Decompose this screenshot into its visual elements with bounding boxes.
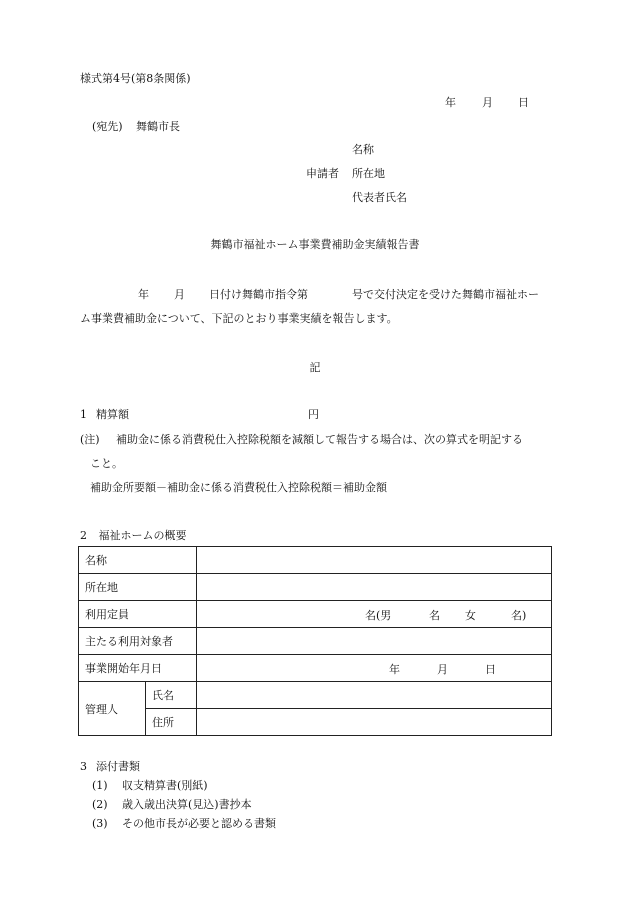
- applicant-name-label: 名称: [352, 143, 374, 156]
- capacity-end-unit: 名): [511, 609, 527, 622]
- body-rest-line1: 号で交付決定を受けた舞鶴市福祉ホー: [352, 288, 539, 301]
- row-label-manager-address: 住所: [146, 709, 197, 736]
- row-value-name: [197, 547, 552, 574]
- applicant-label: 申請者: [306, 167, 339, 180]
- note-text-2: こと。: [90, 457, 123, 470]
- table-row: [79, 601, 552, 628]
- section-1-number: 1: [80, 408, 87, 421]
- row-label-name: 名称: [79, 547, 197, 574]
- attachment-text: 歳入歳出決算(見込)書抄本: [122, 798, 252, 811]
- note-prefix: (注): [80, 433, 100, 446]
- formula: 補助金所要額－補助金に係る消費税仕入控除税額＝補助金額: [90, 481, 387, 494]
- body-dated: 日付け舞鶴市指令第: [209, 288, 308, 301]
- row-value-capacity: [197, 601, 552, 628]
- section-2-number: 2: [80, 529, 87, 542]
- date-month: 月: [482, 96, 493, 109]
- overview-table: [78, 546, 552, 736]
- row-value-start-date: [197, 655, 552, 682]
- table-row: [79, 682, 552, 709]
- capacity-male-unit: 名: [429, 609, 440, 622]
- row-label-capacity: 利用定員: [79, 601, 197, 628]
- row-label-start-date: 事業開始年月日: [79, 655, 197, 682]
- table-row: [79, 655, 552, 682]
- body-month: 月: [174, 288, 185, 301]
- row-label-manager: 管理人: [79, 682, 146, 736]
- applicant-address-label: 所在地: [352, 167, 385, 180]
- attachment-text: 収支精算書(別紙): [122, 779, 208, 792]
- table-row: [79, 709, 552, 736]
- section-2-heading: [80, 529, 187, 543]
- date-year: 年: [445, 96, 456, 109]
- section-1-unit: 円: [308, 408, 319, 421]
- row-value-manager-address: [197, 709, 552, 736]
- date-day: 日: [518, 96, 529, 109]
- section-2-label: 福祉ホームの概要: [98, 529, 187, 542]
- table-row: [79, 628, 552, 655]
- start-year-unit: 年: [389, 663, 400, 676]
- section-3-label: 添付書類: [96, 760, 140, 773]
- body-line2: ム事業費補助金について、下記のとおり事業実績を報告します。: [80, 312, 398, 325]
- row-label-address: 所在地: [79, 574, 197, 601]
- row-value-manager-name: [197, 682, 552, 709]
- form-number: 様式第4号(第8条関係): [80, 72, 191, 85]
- capacity-female-label: 女: [465, 609, 476, 622]
- addressee-prefix: (宛先): [92, 120, 123, 133]
- note-text: 補助金に係る消費税仕入控除税額を減額して報告する場合は、次の算式を明記する: [116, 433, 523, 446]
- start-month-unit: 月: [437, 663, 448, 676]
- start-day-unit: 日: [485, 663, 496, 676]
- row-label-target: 主たる利用対象者: [79, 628, 197, 655]
- capacity-total-unit: 名(男: [365, 609, 392, 622]
- row-value-target: [197, 628, 552, 655]
- section-1-label: 精算額: [96, 408, 129, 421]
- applicant-rep-label: 代表者氏名: [352, 191, 407, 204]
- section-3-number: 3: [80, 760, 87, 773]
- attachment-no: (3): [92, 817, 108, 830]
- attachment-no: (2): [92, 798, 108, 811]
- table-row: [79, 547, 552, 574]
- body-year: 年: [138, 288, 149, 301]
- document-title: 舞鶴市福祉ホーム事業費補助金実績報告書: [210, 238, 420, 251]
- row-label-manager-name: 氏名: [146, 682, 197, 709]
- addressee-name: 舞鶴市長: [136, 120, 180, 133]
- table-row: [79, 574, 552, 601]
- attachment-no: (1): [92, 779, 108, 792]
- ki-marker: 記: [309, 361, 321, 374]
- attachment-text: その他市長が必要と認める書類: [122, 817, 276, 830]
- row-value-address: [197, 574, 552, 601]
